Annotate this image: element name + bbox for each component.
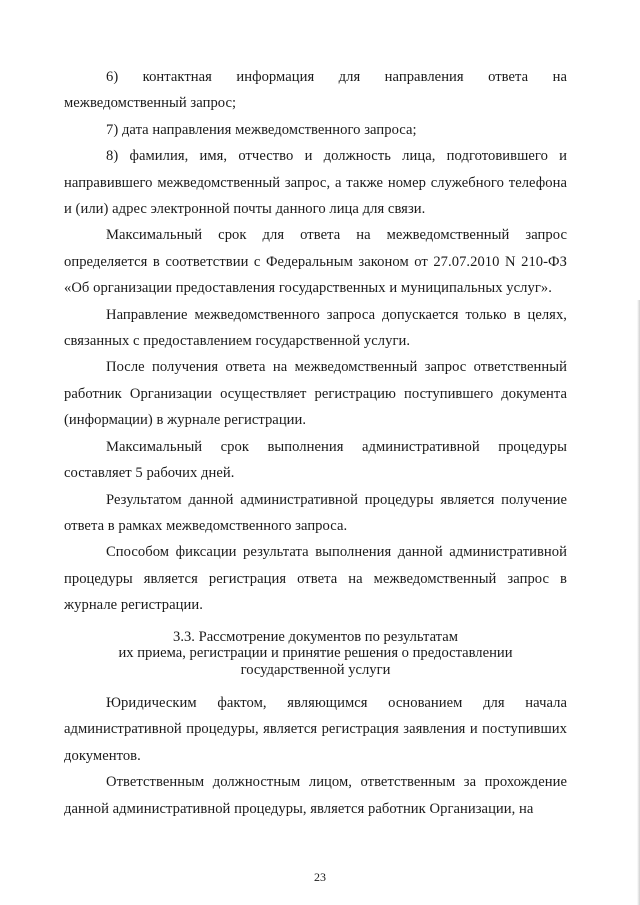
paragraph-responsible-official: Ответственным должностным лицом, ответственным за прохождение данной административной процедуры, является работник Организации, на — [64, 774, 567, 817]
paragraph-procedure-result: Результатом данной административной процедуры является получение ответа в рамках межведомственного запроса. — [64, 491, 567, 534]
page-number: 23 — [314, 870, 326, 884]
paragraph-max-procedure-term: Максимальный срок выполнения административной процедуры составляет 5 рабочих дней. — [64, 438, 567, 482]
section-heading-line-1: 3.3. Рассмотрение документов по результатам — [173, 628, 458, 645]
paragraph-max-response-term: Максимальный срок для ответа на межведомственный запрос определяется в соответствии с Федеральным законом от 27.07.2010 N 210-ФЗ «Об организации предоставления государственных и муниципальных услуг». — [64, 227, 567, 297]
paragraph-result-fixation: Способом фиксации результата выполнения данной административной процедуры является регистрация ответа на межведомственный запрос в журнале регистрации. — [64, 544, 567, 614]
section-heading — [64, 629, 567, 679]
paragraph-item-7: 7) дата направления межведомственного запроса; — [106, 121, 417, 138]
paragraph-legal-fact: Юридическим фактом, являющимся основанием для начала административной процедуры, является регистрация заявления и поступивших документов. — [64, 695, 567, 764]
paragraph-request-purpose: Направление межведомственного запроса допускается только в целях, связанных с предоставлением государственной услуги. — [64, 306, 567, 350]
paragraph-item-6: 6) контактная информация для направления ответа на межведомственный запрос; — [64, 69, 567, 112]
page-content — [64, 64, 567, 822]
paragraph-item-8: 8) фамилия, имя, отчество и должность лица, подготовившего и направившего межведомственный запрос, а также номер служебного телефона и (или) адрес электронной почты данного лица для связи. — [64, 148, 567, 218]
section-heading-line-3: государственной услуги — [240, 661, 391, 678]
section-heading-line-2: их приема, регистрации и принятие решения о предоставлении — [118, 645, 513, 662]
paragraph-response-registration: После получения ответа на межведомственный запрос ответственный работник Организации осуществляет регистрацию поступившего документа (информации) в журнале регистрации. — [64, 359, 567, 429]
